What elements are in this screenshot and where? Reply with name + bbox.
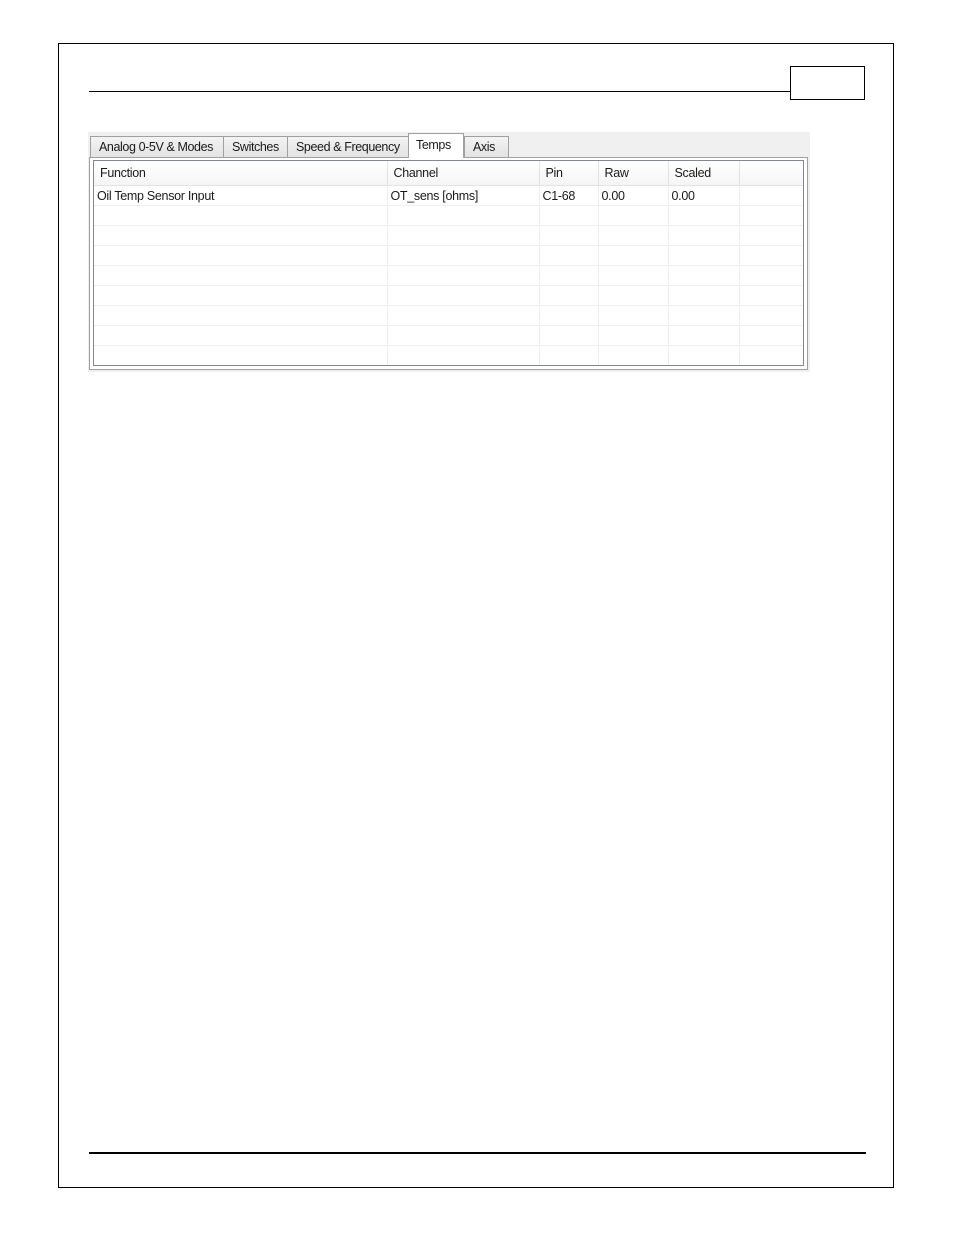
tab-temps[interactable]: Temps bbox=[408, 133, 464, 158]
column-header-channel[interactable]: Channel bbox=[387, 161, 539, 186]
inputs-table bbox=[94, 161, 804, 366]
column-header-function[interactable]: Function bbox=[94, 161, 387, 186]
tab-switches[interactable]: Switches bbox=[223, 136, 288, 157]
tab-analog-modes[interactable]: Analog 0-5V & Modes bbox=[90, 136, 224, 157]
column-header-raw[interactable]: Raw bbox=[598, 161, 668, 186]
cell-scaled: 0.00 bbox=[668, 186, 739, 206]
cell-filler bbox=[739, 186, 804, 206]
table-row[interactable] bbox=[94, 186, 804, 206]
empty-row bbox=[94, 206, 804, 226]
cell-pin: C1-68 bbox=[539, 186, 598, 206]
cell-function: Oil Temp Sensor Input bbox=[94, 186, 387, 206]
screenshot-panel bbox=[88, 132, 810, 372]
cell-raw: 0.00 bbox=[598, 186, 668, 206]
tab-speed-frequency[interactable]: Speed & Frequency bbox=[287, 136, 409, 157]
empty-row bbox=[94, 266, 804, 286]
empty-row bbox=[94, 346, 804, 366]
cell-channel: OT_sens [ohms] bbox=[387, 186, 539, 206]
empty-row bbox=[94, 226, 804, 246]
empty-row bbox=[94, 286, 804, 306]
empty-row bbox=[94, 326, 804, 346]
footer-rule bbox=[89, 1152, 866, 1154]
column-header-pin[interactable]: Pin bbox=[539, 161, 598, 186]
empty-row bbox=[94, 306, 804, 326]
tab-strip bbox=[88, 132, 810, 158]
table-header-row bbox=[94, 161, 804, 186]
tab-content bbox=[89, 157, 808, 370]
empty-row bbox=[94, 246, 804, 266]
tab-axis[interactable]: Axis bbox=[464, 136, 509, 157]
inputs-grid[interactable] bbox=[93, 160, 804, 366]
column-header-scaled[interactable]: Scaled bbox=[668, 161, 739, 186]
column-header-filler bbox=[739, 161, 804, 186]
page-number-box bbox=[790, 66, 865, 100]
header-rule bbox=[89, 91, 791, 92]
